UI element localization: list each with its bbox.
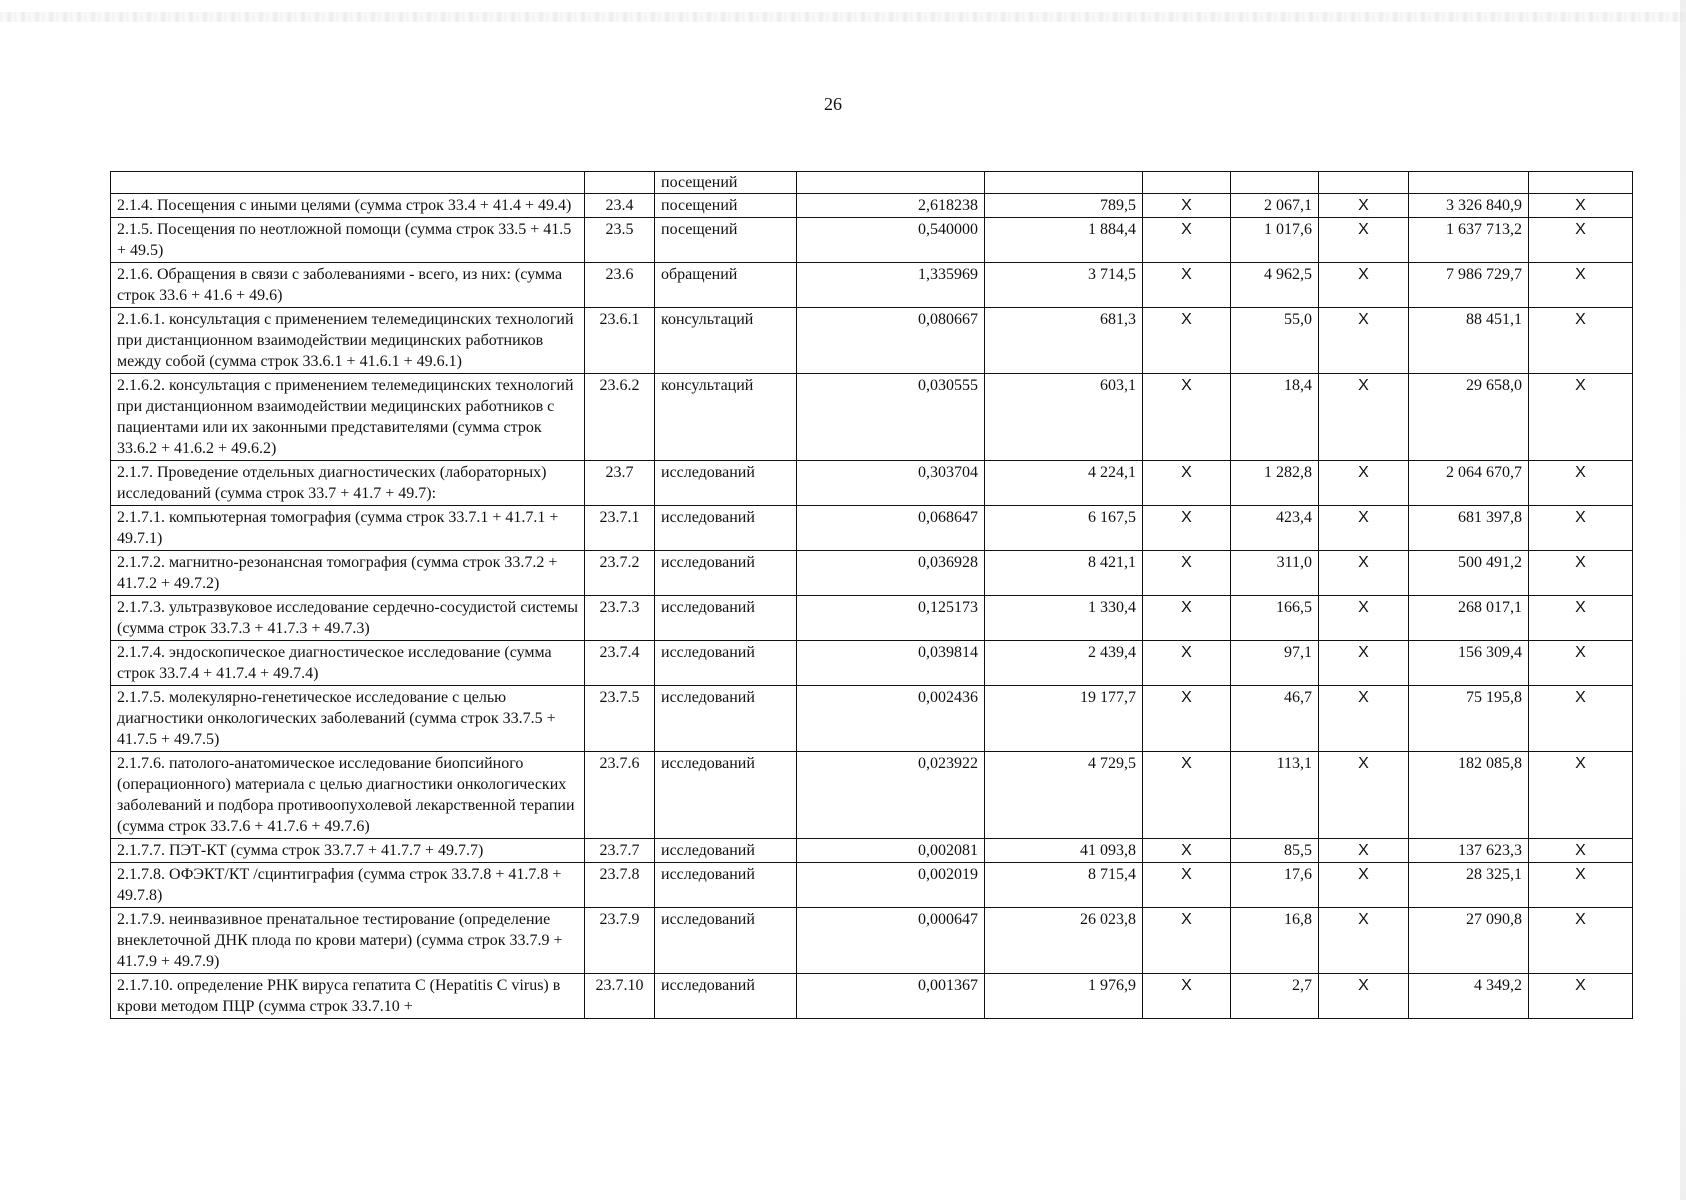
row-total-cell: 28 325,1 [1409, 863, 1529, 908]
continuation-value-cell [1231, 172, 1319, 194]
row-x-cell: Х [1319, 752, 1409, 839]
row-per-capita-cell: 2,7 [1231, 974, 1319, 1019]
row-x-cell: Х [1143, 506, 1231, 551]
row-total-cell: 75 195,8 [1409, 686, 1529, 752]
row-x-cell: Х [1319, 308, 1409, 374]
row-x-cell: Х [1143, 863, 1231, 908]
row-x-cell: Х [1319, 863, 1409, 908]
continuation-value-cell [985, 172, 1143, 194]
row-x-cell: Х [1319, 839, 1409, 863]
row-cost-cell: 603,1 [985, 374, 1143, 461]
row-code-cell: 23.7.8 [585, 863, 655, 908]
row-name-cell: 2.1.7.4. эндоскопическое диагностическое исследование (сумма строк 33.7.4 + 41.7.4 + 49.7.4) [111, 641, 585, 686]
row-total-cell: 1 637 713,2 [1409, 218, 1529, 263]
row-x-cell: Х [1319, 641, 1409, 686]
row-name-cell: 2.1.7.6. патолого-анатомическое исследование биопсийного (операционного) материала с целью диагностики онкологических заболеваний и подбора противоопухолевой лекарственной терапии (сумма строк 33.7.6 + 41.7.6 + 49.7.6) [111, 752, 585, 839]
row-cost-cell: 681,3 [985, 308, 1143, 374]
row-cost-cell: 8 715,4 [985, 863, 1143, 908]
table-row [111, 461, 1633, 506]
row-x-cell: Х [1319, 506, 1409, 551]
row-x-cell: Х [1143, 218, 1231, 263]
row-per-capita-cell: 46,7 [1231, 686, 1319, 752]
row-x-cell: Х [1143, 908, 1231, 974]
table-row [111, 263, 1633, 308]
row-cost-cell: 1 884,4 [985, 218, 1143, 263]
row-x-cell: Х [1529, 194, 1633, 218]
continuation-value-cell [1143, 172, 1231, 194]
row-per-capita-cell: 423,4 [1231, 506, 1319, 551]
row-x-cell: Х [1143, 686, 1231, 752]
row-name-cell: 2.1.7.9. неинвазивное пренатальное тестирование (определение внеклеточной ДНК плода по крови матери) (сумма строк 33.7.9 + 41.7.9 + 49.7.9) [111, 908, 585, 974]
table-row [111, 641, 1633, 686]
row-unit-cell: посещений [655, 194, 797, 218]
row-x-cell: Х [1529, 839, 1633, 863]
row-cost-cell: 41 093,8 [985, 839, 1143, 863]
row-name-cell: 2.1.7.5. молекулярно-генетическое исследование с целью диагностики онкологических заболеваний (сумма строк 33.7.5 + 41.7.5 + 49.7.5) [111, 686, 585, 752]
row-x-cell: Х [1319, 974, 1409, 1019]
row-x-cell: Х [1529, 641, 1633, 686]
row-total-cell: 4 349,2 [1409, 974, 1529, 1019]
row-name-cell: 2.1.7.10. определение РНК вируса гепатита С (Hepatitis C virus) в крови методом ПЦР (сумма строк 33.7.10 + [111, 974, 585, 1019]
row-rate-cell: 0,540000 [797, 218, 985, 263]
row-code-cell: 23.4 [585, 194, 655, 218]
row-code-cell: 23.6 [585, 263, 655, 308]
row-code-cell: 23.7.1 [585, 506, 655, 551]
row-x-cell: Х [1319, 908, 1409, 974]
row-rate-cell: 0,303704 [797, 461, 985, 506]
row-code-cell: 23.7.3 [585, 596, 655, 641]
row-x-cell: Х [1529, 551, 1633, 596]
scan-noise-right [1680, 0, 1686, 1200]
row-rate-cell: 0,080667 [797, 308, 985, 374]
continuation-value-cell [1319, 172, 1409, 194]
row-x-cell: Х [1529, 752, 1633, 839]
row-total-cell: 27 090,8 [1409, 908, 1529, 974]
row-x-cell: Х [1319, 686, 1409, 752]
row-x-cell: Х [1319, 374, 1409, 461]
row-cost-cell: 8 421,1 [985, 551, 1143, 596]
row-x-cell: Х [1143, 551, 1231, 596]
table-row [111, 374, 1633, 461]
row-code-cell: 23.7.5 [585, 686, 655, 752]
continuation-value-cell [1409, 172, 1529, 194]
page-number: 26 [824, 94, 842, 114]
continuation-code-cell [585, 172, 655, 194]
row-x-cell: Х [1319, 551, 1409, 596]
row-cost-cell: 19 177,7 [985, 686, 1143, 752]
row-x-cell: Х [1143, 263, 1231, 308]
table-row [111, 506, 1633, 551]
row-x-cell: Х [1529, 218, 1633, 263]
row-rate-cell: 0,002081 [797, 839, 985, 863]
row-x-cell: Х [1529, 596, 1633, 641]
continuation-name-cell [111, 172, 585, 194]
row-x-cell: Х [1143, 194, 1231, 218]
row-x-cell: Х [1529, 506, 1633, 551]
row-per-capita-cell: 97,1 [1231, 641, 1319, 686]
row-cost-cell: 1 976,9 [985, 974, 1143, 1019]
row-code-cell: 23.6.1 [585, 308, 655, 374]
row-x-cell: Х [1319, 461, 1409, 506]
row-total-cell: 156 309,4 [1409, 641, 1529, 686]
row-unit-cell: консультаций [655, 374, 797, 461]
row-name-cell: 2.1.7.7. ПЭТ-КТ (сумма строк 33.7.7 + 41.7.7 + 49.7.7) [111, 839, 585, 863]
table-continuation-row [111, 172, 1633, 194]
table-row [111, 551, 1633, 596]
row-cost-cell: 1 330,4 [985, 596, 1143, 641]
row-total-cell: 29 658,0 [1409, 374, 1529, 461]
row-total-cell: 681 397,8 [1409, 506, 1529, 551]
row-x-cell: Х [1529, 308, 1633, 374]
row-code-cell: 23.7.10 [585, 974, 655, 1019]
row-cost-cell: 2 439,4 [985, 641, 1143, 686]
row-per-capita-cell: 311,0 [1231, 551, 1319, 596]
table-row [111, 908, 1633, 974]
row-code-cell: 23.7.6 [585, 752, 655, 839]
row-per-capita-cell: 55,0 [1231, 308, 1319, 374]
row-code-cell: 23.7 [585, 461, 655, 506]
row-x-cell: Х [1319, 263, 1409, 308]
row-total-cell: 137 623,3 [1409, 839, 1529, 863]
row-x-cell: Х [1143, 839, 1231, 863]
table-row [111, 194, 1633, 218]
row-per-capita-cell: 18,4 [1231, 374, 1319, 461]
row-per-capita-cell: 2 067,1 [1231, 194, 1319, 218]
row-code-cell: 23.6.2 [585, 374, 655, 461]
row-name-cell: 2.1.7.3. ультразвуковое исследование сердечно-сосудистой системы (сумма строк 33.7.3 + 41.7.3 + 49.7.3) [111, 596, 585, 641]
row-x-cell: Х [1143, 308, 1231, 374]
table-row [111, 686, 1633, 752]
row-rate-cell: 0,030555 [797, 374, 985, 461]
table-row [111, 752, 1633, 839]
row-unit-cell: исследований [655, 641, 797, 686]
row-unit-cell: консультаций [655, 308, 797, 374]
row-total-cell: 500 491,2 [1409, 551, 1529, 596]
row-rate-cell: 0,001367 [797, 974, 985, 1019]
row-unit-cell: обращений [655, 263, 797, 308]
row-rate-cell: 0,002436 [797, 686, 985, 752]
row-unit-cell: исследований [655, 974, 797, 1019]
row-x-cell: Х [1143, 596, 1231, 641]
row-x-cell: Х [1143, 641, 1231, 686]
row-name-cell: 2.1.6. Обращения в связи с заболеваниями - всего, из них: (сумма строк 33.6 + 41.6 + 49.6) [111, 263, 585, 308]
row-x-cell: Х [1529, 863, 1633, 908]
row-name-cell: 2.1.5. Посещения по неотложной помощи (сумма строк 33.5 + 41.5 + 49.5) [111, 218, 585, 263]
row-code-cell: 23.7.7 [585, 839, 655, 863]
row-unit-cell: исследований [655, 686, 797, 752]
row-code-cell: 23.7.4 [585, 641, 655, 686]
row-x-cell: Х [1529, 974, 1633, 1019]
row-rate-cell: 0,039814 [797, 641, 985, 686]
row-rate-cell: 0,036928 [797, 551, 985, 596]
row-x-cell: Х [1143, 974, 1231, 1019]
row-unit-cell: исследований [655, 461, 797, 506]
row-cost-cell: 789,5 [985, 194, 1143, 218]
row-rate-cell: 2,618238 [797, 194, 985, 218]
row-total-cell: 2 064 670,7 [1409, 461, 1529, 506]
table-row [111, 596, 1633, 641]
row-name-cell: 2.1.7.2. магнитно-резонансная томография (сумма строк 33.7.2 + 41.7.2 + 49.7.2) [111, 551, 585, 596]
row-total-cell: 3 326 840,9 [1409, 194, 1529, 218]
row-unit-cell: исследований [655, 752, 797, 839]
row-code-cell: 23.5 [585, 218, 655, 263]
row-rate-cell: 0,000647 [797, 908, 985, 974]
row-cost-cell: 4 729,5 [985, 752, 1143, 839]
medical-services-table [110, 171, 1632, 1019]
row-x-cell: Х [1319, 218, 1409, 263]
table-row [111, 974, 1633, 1019]
row-cost-cell: 6 167,5 [985, 506, 1143, 551]
row-name-cell: 2.1.7.8. ОФЭКТ/КТ /сцинтиграфия (сумма строк 33.7.8 + 41.7.8 + 49.7.8) [111, 863, 585, 908]
data-table [110, 171, 1633, 1019]
row-unit-cell: посещений [655, 218, 797, 263]
row-x-cell: Х [1529, 461, 1633, 506]
row-name-cell: 2.1.7.1. компьютерная томография (сумма строк 33.7.1 + 41.7.1 + 49.7.1) [111, 506, 585, 551]
row-code-cell: 23.7.9 [585, 908, 655, 974]
row-cost-cell: 26 023,8 [985, 908, 1143, 974]
scan-noise-top [0, 12, 1686, 22]
row-unit-cell: исследований [655, 596, 797, 641]
table-row [111, 863, 1633, 908]
table-body [111, 172, 1633, 1019]
row-unit-cell: исследований [655, 506, 797, 551]
row-per-capita-cell: 4 962,5 [1231, 263, 1319, 308]
row-unit-cell: исследований [655, 863, 797, 908]
row-per-capita-cell: 113,1 [1231, 752, 1319, 839]
row-total-cell: 182 085,8 [1409, 752, 1529, 839]
row-total-cell: 268 017,1 [1409, 596, 1529, 641]
row-name-cell: 2.1.4. Посещения с иными целями (сумма строк 33.4 + 41.4 + 49.4) [111, 194, 585, 218]
row-rate-cell: 1,335969 [797, 263, 985, 308]
row-x-cell: Х [1529, 908, 1633, 974]
row-per-capita-cell: 166,5 [1231, 596, 1319, 641]
row-x-cell: Х [1529, 263, 1633, 308]
row-x-cell: Х [1143, 752, 1231, 839]
row-x-cell: Х [1529, 686, 1633, 752]
row-total-cell: 7 986 729,7 [1409, 263, 1529, 308]
row-rate-cell: 0,068647 [797, 506, 985, 551]
row-cost-cell: 3 714,5 [985, 263, 1143, 308]
row-x-cell: Х [1319, 596, 1409, 641]
row-x-cell: Х [1143, 461, 1231, 506]
row-unit-cell: исследований [655, 551, 797, 596]
row-per-capita-cell: 85,5 [1231, 839, 1319, 863]
row-rate-cell: 0,002019 [797, 863, 985, 908]
row-code-cell: 23.7.2 [585, 551, 655, 596]
row-name-cell: 2.1.6.1. консультация с применением телемедицинских технологий при дистанционном взаимодействии медицинских работников между собой (сумма строк 33.6.1 + 41.6.1 + 49.6.1) [111, 308, 585, 374]
table-row [111, 218, 1633, 263]
continuation-unit-cell: посещений [655, 172, 797, 194]
row-total-cell: 88 451,1 [1409, 308, 1529, 374]
row-cost-cell: 4 224,1 [985, 461, 1143, 506]
table-row [111, 839, 1633, 863]
row-x-cell: Х [1319, 194, 1409, 218]
row-name-cell: 2.1.6.2. консультация с применением телемедицинских технологий при дистанционном взаимодействии медицинских работников с пациентами или их законными представителями (сумма строк 33.6.2 + 41.6.2 + 49.6.2) [111, 374, 585, 461]
row-unit-cell: исследований [655, 839, 797, 863]
row-x-cell: Х [1529, 374, 1633, 461]
row-per-capita-cell: 17,6 [1231, 863, 1319, 908]
row-unit-cell: исследований [655, 908, 797, 974]
row-rate-cell: 0,125173 [797, 596, 985, 641]
row-name-cell: 2.1.7. Проведение отдельных диагностических (лабораторных) исследований (сумма строк 33.7 + 41.7 + 49.7): [111, 461, 585, 506]
continuation-value-cell [797, 172, 985, 194]
row-per-capita-cell: 1 282,8 [1231, 461, 1319, 506]
row-x-cell: Х [1143, 374, 1231, 461]
row-per-capita-cell: 16,8 [1231, 908, 1319, 974]
table-row [111, 308, 1633, 374]
row-rate-cell: 0,023922 [797, 752, 985, 839]
row-per-capita-cell: 1 017,6 [1231, 218, 1319, 263]
continuation-value-cell [1529, 172, 1633, 194]
